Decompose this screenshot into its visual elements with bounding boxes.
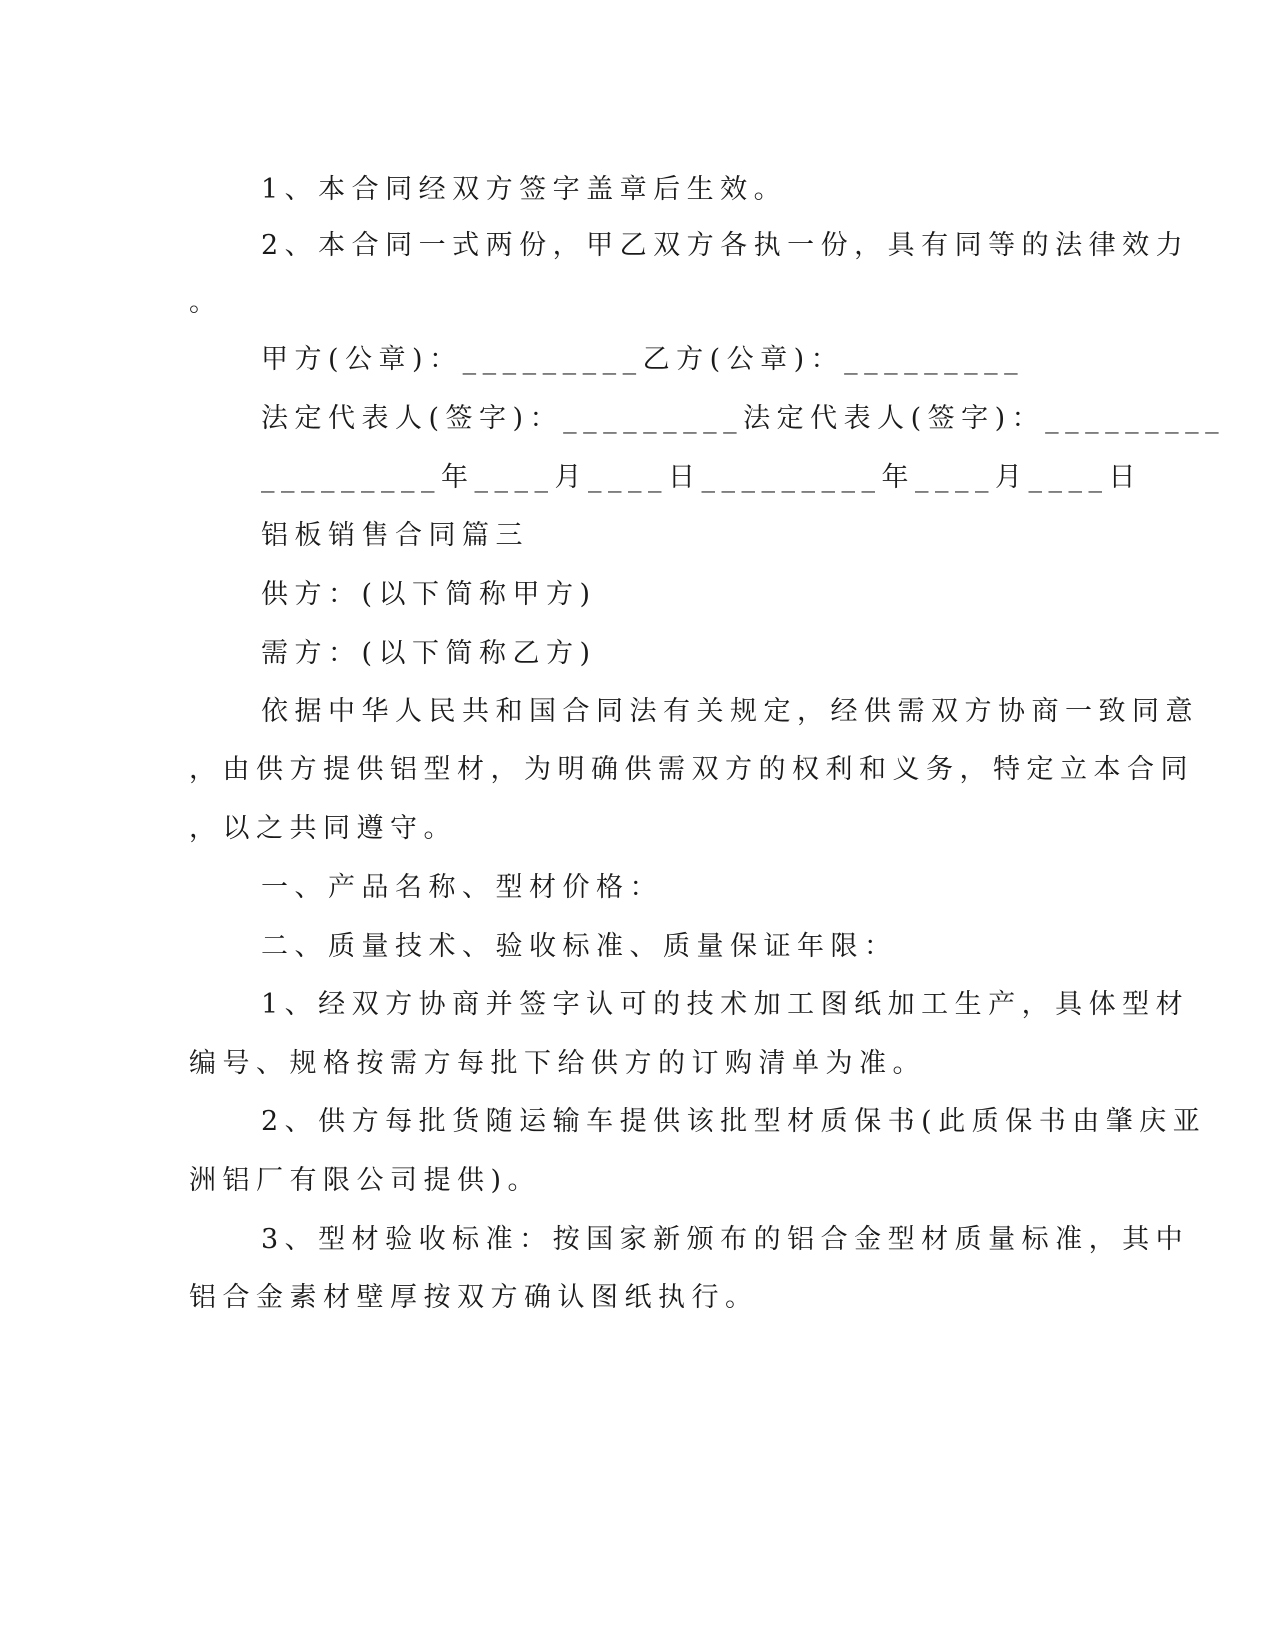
section-heading: 铝板销售合同篇三 xyxy=(261,520,529,551)
text-line: 2、本合同一式两份，甲乙双方各执一份，具有同等的法律效力 xyxy=(261,230,1190,261)
text-line: 依据中华人民共和国合同法有关规定，经供需双方协商一致同意 xyxy=(261,696,1199,727)
text-line: 供方：(以下简称甲方) xyxy=(261,579,597,610)
text-line: 洲铝厂有限公司提供)。 xyxy=(189,1165,542,1196)
text-line: 。 xyxy=(189,287,223,318)
text-line: ，以之共同遵守。 xyxy=(189,813,457,844)
text-line: 铝合金素材壁厚按双方确认图纸执行。 xyxy=(189,1282,759,1313)
text-line: 2、供方每批货随运输车提供该批型材质保书(此质保书由肇庆亚 xyxy=(261,1106,1207,1137)
text-line: 需方：(以下简称乙方) xyxy=(261,638,597,669)
text-line: 二、质量技术、验收标准、质量保证年限： xyxy=(261,931,898,962)
text-line: 法定代表人(签字)：_________法定代表人(签字)：_________ xyxy=(261,403,1226,434)
text-line: 编号、规格按需方每批下给供方的订购清单为准。 xyxy=(189,1048,926,1079)
text-line: 1、经双方协商并签字认可的技术加工图纸加工生产，具体型材 xyxy=(261,989,1190,1020)
text-line: ，由供方提供铝型材，为明确供需双方的权利和义务，特定立本合同 xyxy=(189,754,1194,785)
text-line: 1、本合同经双方签字盖章后生效。 xyxy=(261,174,788,205)
text-line: _________年____月____日_________年____月____日 xyxy=(261,462,1142,493)
text-line: 甲方(公章)：_________乙方(公章)：_________ xyxy=(261,344,1025,375)
text-line: 3、型材验收标准：按国家新颁布的铝合金型材质量标准，其中 xyxy=(261,1224,1190,1255)
text-line: 一、产品名称、型材价格： xyxy=(261,872,663,903)
